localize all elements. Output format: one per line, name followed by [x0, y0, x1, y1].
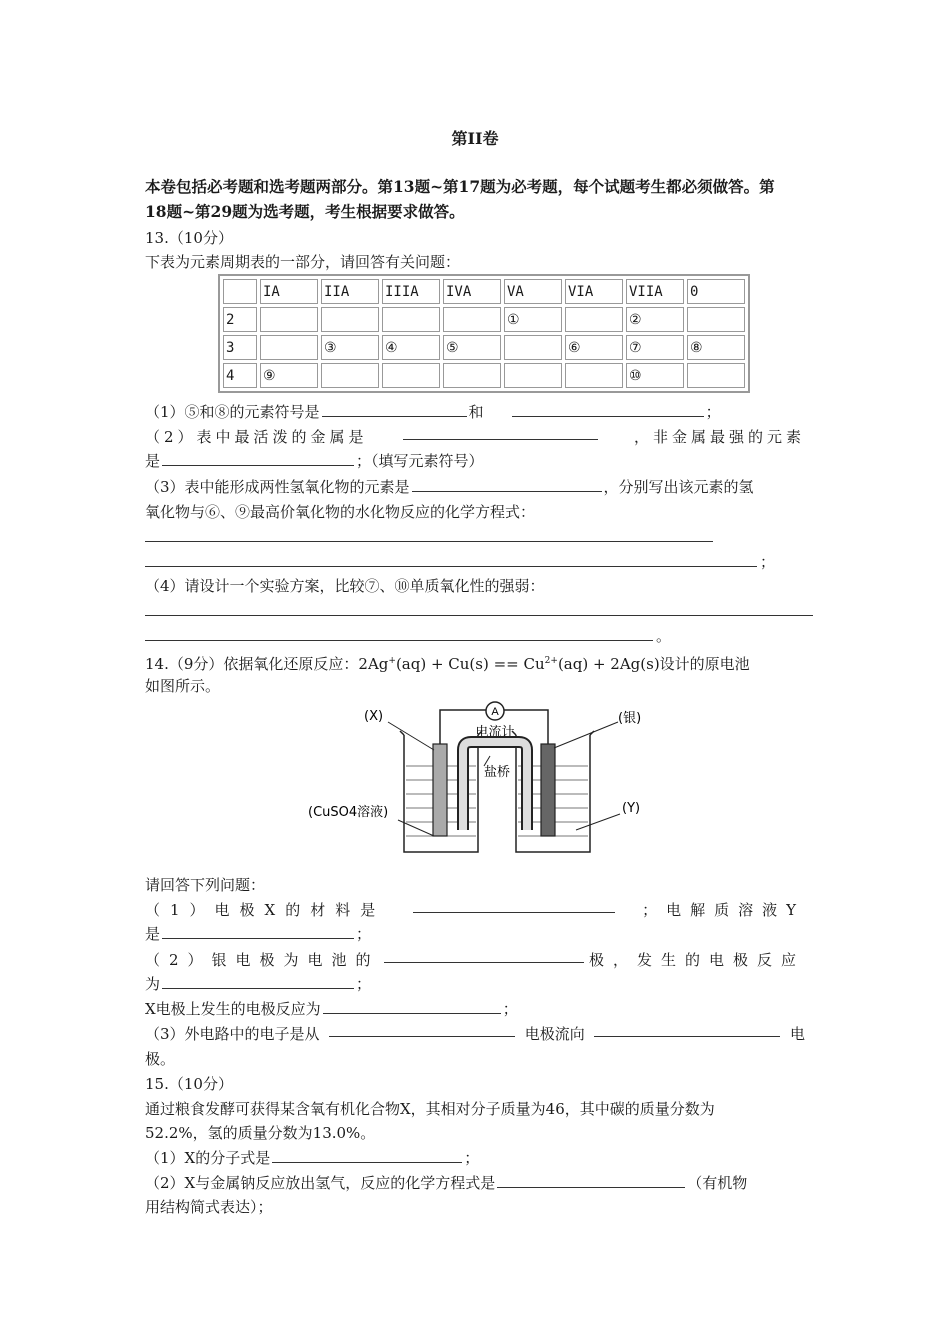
table-cell: ⑩: [626, 363, 684, 388]
answer-line[interactable]: [145, 640, 653, 641]
q14-part2-is: 为: [145, 975, 161, 993]
answer-blank[interactable]: [403, 425, 598, 440]
table-row: [223, 335, 745, 360]
q14-part2-text2: 极，发生的电极反应: [588, 951, 805, 969]
label-cuso4: (CuSO4溶液): [308, 805, 389, 820]
table-cell: 2: [223, 307, 257, 332]
q14-part3-text2: 电极流向: [524, 1025, 585, 1043]
table-cell: [443, 307, 501, 332]
answer-blank[interactable]: [497, 1173, 685, 1188]
punct: ；: [760, 553, 776, 571]
table-cell: ②: [626, 307, 684, 332]
q13-prompt: 下表为元素周期表的一部分，请回答有关问题：: [145, 253, 461, 271]
table-cell: IIA: [321, 279, 379, 304]
table-cell: [687, 307, 745, 332]
answer-blank[interactable]: [413, 898, 615, 913]
label-x: (X): [364, 709, 384, 724]
table-row: [223, 307, 745, 332]
q13-part3-text2: ，分别写出该元素的氢: [603, 478, 754, 496]
q14-part1-line1: [145, 898, 805, 922]
punct: ；: [356, 925, 372, 943]
answer-blank[interactable]: [162, 451, 354, 466]
answer-blank[interactable]: [272, 1148, 462, 1163]
q15-header: 15.（10分）: [145, 1075, 233, 1093]
salt-bridge-label: 盐桥: [483, 765, 511, 780]
q13-part3-line1: [145, 475, 754, 499]
punct: ；: [502, 1000, 518, 1018]
table-cell: VIA: [565, 279, 623, 304]
q14-text: 14.（9分）依据氧化还原反应：2Ag: [145, 655, 389, 673]
q14-part3-text3: 电: [789, 1025, 805, 1043]
q15-stem-line2: 52.2%，氢的质量分数为13.0%。: [145, 1124, 376, 1142]
periodic-table: [218, 274, 750, 393]
q15-part2-text2: （有机物: [687, 1174, 748, 1192]
table-cell: ⑧: [687, 335, 745, 360]
table-cell: ⑦: [626, 335, 684, 360]
table-cell: ⑤: [443, 335, 501, 360]
answer-blank[interactable]: [322, 402, 467, 417]
table-cell: [260, 307, 318, 332]
punct: ；: [356, 975, 372, 993]
answer-blank[interactable]: [512, 402, 704, 417]
q13-header: 13.（10分）: [145, 229, 233, 247]
table-cell: [504, 335, 562, 360]
table-cell: ③: [321, 335, 379, 360]
q14-part2-x-text: X电极上发生的电极反应为: [145, 1000, 321, 1018]
table-cell: [504, 363, 562, 388]
q13-part2-text2: ，非金属最强的元素: [633, 428, 805, 446]
q13-part2-is: 是: [145, 452, 161, 470]
table-header-row: [223, 279, 745, 304]
table-cell: IVA: [443, 279, 501, 304]
salt-bridge: [463, 742, 527, 830]
table-cell: ④: [382, 335, 440, 360]
q15-part2-text: （2）X与金属钠反应放出氢气，反应的化学方程式是: [145, 1174, 496, 1192]
q15-part1-text: （1）X的分子式是: [145, 1149, 271, 1167]
q14-part1-text2: ；电解质溶液Y: [642, 901, 805, 919]
answer-blank[interactable]: [594, 1022, 780, 1037]
punct: ；: [705, 403, 721, 421]
answer-blank[interactable]: [162, 924, 354, 939]
meter-label: 电流计: [475, 725, 515, 740]
answer-blank[interactable]: [323, 999, 501, 1014]
answer-blank[interactable]: [412, 477, 602, 492]
q14-part1-line2: [145, 922, 371, 946]
q13-part2-line2: [145, 449, 484, 473]
q14-ask: 请回答下列问题：: [145, 876, 266, 894]
table-cell: [260, 335, 318, 360]
q13-part1: [145, 400, 721, 424]
q14-part1-is: 是: [145, 925, 161, 943]
q14-part1-text: （1）电极X的材料是: [145, 901, 386, 919]
table-cell: ⑥: [565, 335, 623, 360]
table-cell: [223, 279, 257, 304]
q13-part4: （4）请设计一个实验方案，比较⑦、⑩单质氧化性的强弱：: [145, 577, 545, 595]
q14-part2-line3: [145, 997, 518, 1021]
answer-line[interactable]: [145, 541, 713, 542]
answer-blank[interactable]: [384, 948, 584, 963]
table-cell: [443, 363, 501, 388]
q13-part2-text: （2）表中最活泼的金属是: [145, 428, 368, 446]
q14-stem-line2: 如图所示。: [145, 677, 221, 695]
q13-part1-text: （1）⑤和⑧的元素符号是: [145, 403, 320, 421]
table-cell: ⑨: [260, 363, 318, 388]
q13-part1-and: 和: [468, 403, 484, 421]
q14-part2-line2: [145, 972, 371, 996]
q15-part1: [145, 1146, 479, 1170]
label-y: (Y): [622, 801, 641, 816]
intro-line-1: 本卷包括必考题和选考题两部分。第13题~第17题为必考题，每个试题考生都必须做答。第: [145, 177, 775, 196]
electrode-x: [433, 744, 447, 836]
table-cell: [687, 363, 745, 388]
galvanic-cell-figure: [300, 700, 660, 860]
answer-blank[interactable]: [329, 1022, 515, 1037]
q14-part2-line1: [145, 948, 805, 972]
table-row: [223, 363, 745, 388]
q14-part3-line2: 极。: [145, 1050, 176, 1068]
q15-part2-line2: 用结构简式表达）；: [145, 1198, 273, 1216]
table-cell: [565, 307, 623, 332]
table-cell: [382, 363, 440, 388]
answer-line[interactable]: [145, 566, 757, 567]
answer-blank[interactable]: [162, 974, 354, 989]
table-cell: IIIA: [382, 279, 440, 304]
punct: ；: [464, 1149, 480, 1167]
q15-part2-line1: [145, 1171, 747, 1195]
q13-part2-line1: [145, 425, 805, 449]
table-cell: 0: [687, 279, 745, 304]
table-cell: VIIA: [626, 279, 684, 304]
ammeter-label: A: [491, 706, 499, 718]
q14-part3-text: （3）外电路中的电子是从: [145, 1025, 320, 1043]
q13-part3-line2: 氧化物与⑥、⑨最高价氧化物的水化物反应的化学方程式：: [145, 503, 536, 521]
q13-part3-text: （3）表中能形成两性氢氧化物的元素是: [145, 478, 410, 496]
q14-sup: 2+: [544, 656, 558, 666]
answer-line[interactable]: [145, 615, 813, 616]
table-cell: IA: [260, 279, 318, 304]
intro-line-2: 18题~第29题为选考题，考生根据要求做答。: [145, 202, 465, 221]
electrode-silver: [541, 744, 555, 836]
q14-part3-line1: [145, 1022, 805, 1046]
label-silver: (银): [618, 711, 642, 726]
q15-stem-line1: 通过粮食发酵可获得某含氧有机化合物X，其相对分子质量为46，其中碳的质量分数为: [145, 1100, 715, 1118]
q14-sup: +: [388, 656, 396, 666]
table-cell: ①: [504, 307, 562, 332]
punct: 。: [656, 627, 672, 645]
table-cell: [565, 363, 623, 388]
q14-text: (aq) + 2Ag(s)设计的原电池: [557, 655, 750, 673]
table-cell: 3: [223, 335, 257, 360]
table-cell: [382, 307, 440, 332]
table-cell: [321, 363, 379, 388]
table-cell: [321, 307, 379, 332]
section-title: 第II卷: [451, 129, 499, 148]
q14-text: (aq) + Cu(s) == Cu: [395, 655, 545, 673]
table-cell: VA: [504, 279, 562, 304]
q13-part2-hint: ；（填写元素符号）: [356, 452, 484, 470]
q14-stem-line1: [145, 649, 750, 676]
table-cell: 4: [223, 363, 257, 388]
q14-part2-text: （2）银电极为电池的: [145, 951, 380, 969]
